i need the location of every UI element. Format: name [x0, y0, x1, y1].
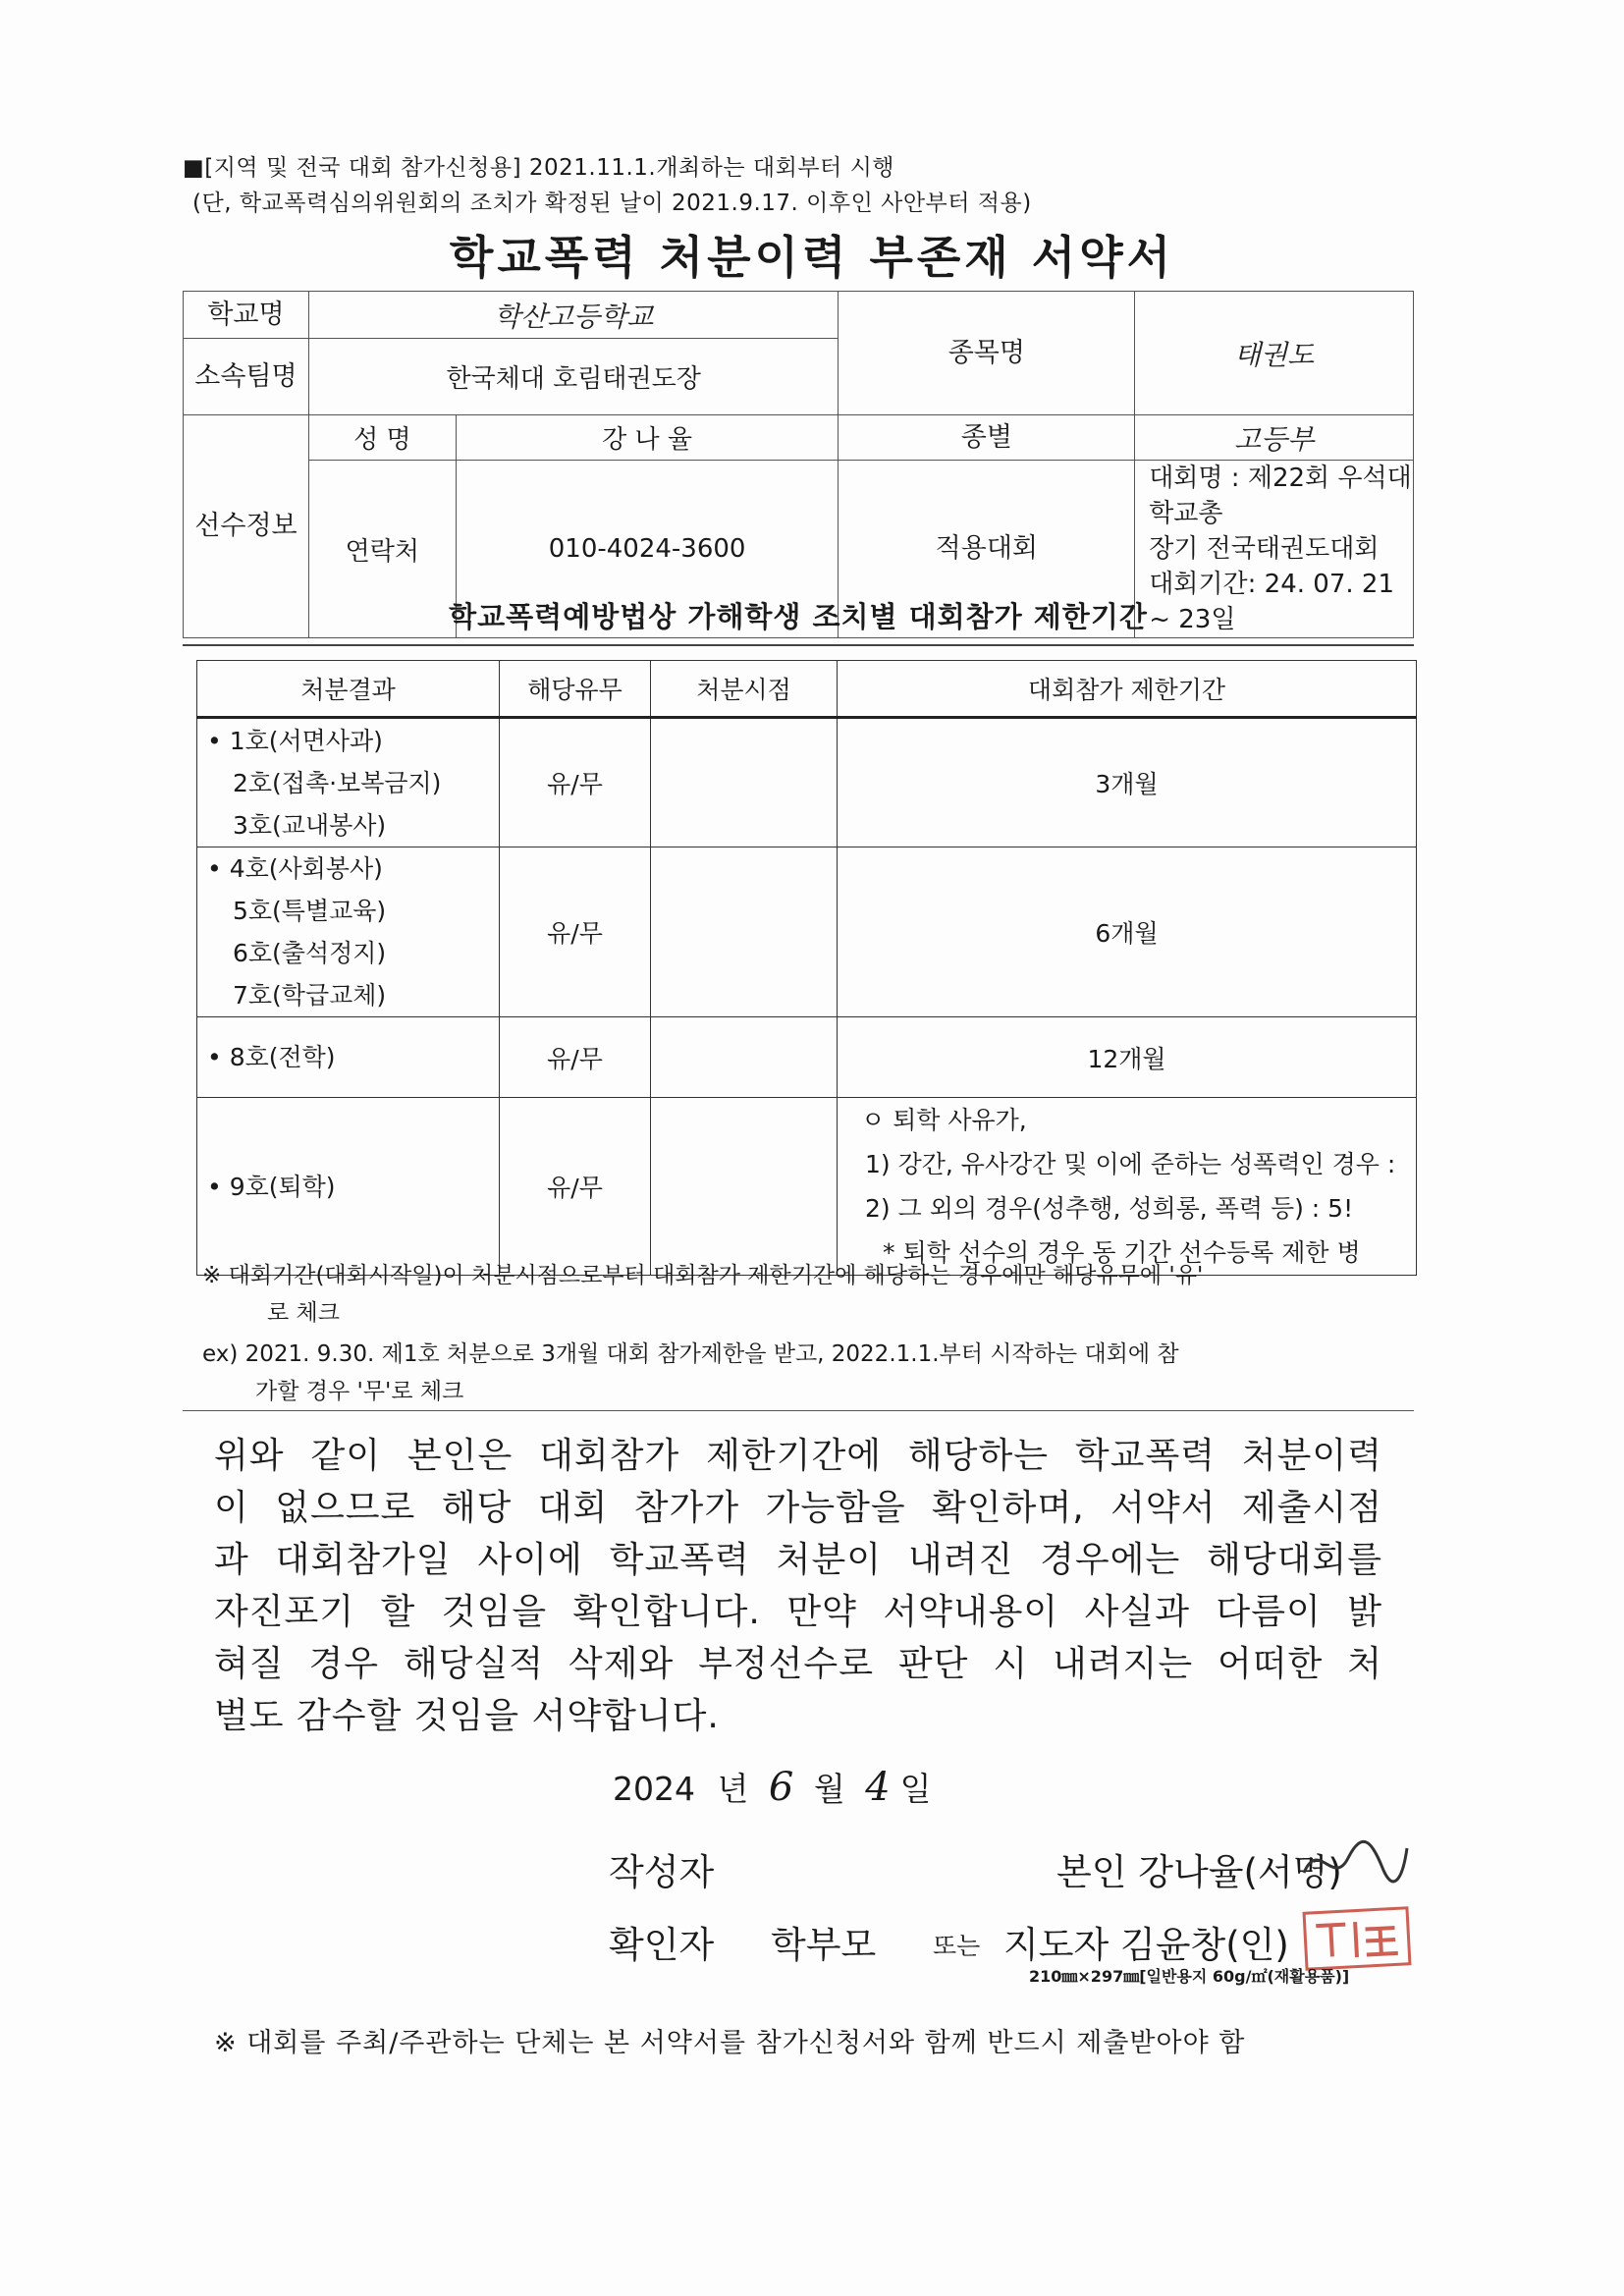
category-item: 6호(출석정지): [233, 939, 387, 967]
parent-label: 학부모: [771, 1924, 877, 1966]
date-cell: [651, 1017, 838, 1098]
date-cell: [651, 1098, 838, 1276]
note-example: ex) 2021. 9.30. 제1호 처분으로 3개월 대회 참가제한을 받고, 2022.1.1.부터 시작하는 대회에 참: [202, 1341, 1179, 1367]
competition-line-3: 대회기간: 24. 07. 21 ~ 23일: [1149, 570, 1394, 634]
category-cell: [197, 847, 500, 1017]
note-line: ㅇ 퇴학 사유가,: [861, 1106, 1027, 1134]
date-cell: [651, 847, 838, 1017]
col-header-date: 처분시점: [651, 661, 838, 718]
footer-note: ※ 대회를 주최/주관하는 단체는 본 서약서를 참가신청서와 함께 반드시 제출받아야 함: [214, 2028, 1246, 2058]
pledge-line: 벌도 감수할 것임을 서약합니다.: [214, 1696, 720, 1736]
contact-value: 010-4024-3600: [456, 461, 839, 638]
school-label: 학교명: [184, 292, 309, 339]
category-item: 3호(교내봉사): [233, 810, 387, 840]
category-cell: • 9호(퇴학): [197, 1098, 500, 1276]
table-row: [197, 1098, 1417, 1276]
confirmer-label: 확인자: [609, 1924, 715, 1966]
divider: [183, 1410, 1414, 1411]
pledge-line: 위와 같이 본인은 대회참가 제한기간에 해당하는 학교폭력 처분이력: [214, 1436, 1382, 1476]
name-value: 강 나 율: [456, 415, 839, 461]
category-item: 7호(학급교체): [233, 981, 387, 1010]
header-line-2: (단, 학교폭력심의위원회의 조치가 확정된 날이 2021.9.17. 이후인 사안부터 적용): [192, 191, 1032, 216]
note-line: * 퇴학 선수의 경우 동 기간 선수등록 제한 병: [883, 1238, 1361, 1267]
division-value: 고등부: [1135, 415, 1414, 461]
period-cell: 3개월: [838, 718, 1417, 847]
signing-date: [613, 1764, 932, 1810]
applicable-cell: 유/무: [500, 847, 651, 1017]
category-item: 2호(접촉·보복금지): [233, 768, 442, 797]
applicable-cell: 유/무: [500, 1017, 651, 1098]
col-header-applicable: 해당유무: [500, 661, 651, 718]
pledge-line: 이 없으므로 해당 대회 참가가 가능함을 확인하며, 서약서 제출시점: [214, 1488, 1382, 1528]
applicable-cell: 유/무: [500, 718, 651, 847]
athlete-label: 선수정보: [184, 415, 309, 638]
competition-line-1: 대회명 : 제22회 우석대학교총: [1149, 464, 1412, 528]
note-1-cont: 로 체크: [267, 1300, 340, 1326]
category-cell: [197, 718, 500, 847]
expulsion-notes: [838, 1098, 1417, 1276]
pledge-line: 자진포기 할 것임을 확인합니다. 만약 서약내용이 사실과 다름이 밝: [214, 1592, 1382, 1632]
writer-label: 작성자: [609, 1851, 715, 1893]
paper-spec: 210㎜×297㎜[일반용지 60g/㎡(재활용품)]: [1029, 1967, 1350, 1986]
col-header-period: 대회참가 제한기간: [838, 661, 1417, 718]
col-header-result: 처분결과: [197, 661, 500, 718]
restriction-table: [196, 660, 1417, 1276]
period-cell: 12개월: [838, 1017, 1417, 1098]
coach-value: 지도자 김윤창(인): [1003, 1924, 1289, 1966]
note-line: 1) 강간, 유사강간 및 이에 준하는 성폭력인 경우 :: [865, 1150, 1396, 1178]
table-row: [197, 847, 1417, 1017]
writer-value: 본인 강나율(서명): [1056, 1851, 1342, 1893]
applicable-cell: 유/무: [500, 1098, 651, 1276]
divider: [183, 644, 1414, 646]
header-line-1: ■[지역 및 전국 대회 참가신청용] 2021.11.1.개최하는 대회부터 시행: [183, 155, 895, 181]
pledge-line: 혀질 경우 해당실적 삭제와 부정선수로 판단 시 내려지는 어떠한 처: [214, 1644, 1382, 1684]
pledge-line: 과 대회참가일 사이에 학교폭력 처분이 내려진 경우에는 해당대회를: [214, 1540, 1382, 1580]
category-item: • 1호(서면사과): [207, 726, 383, 755]
table-row: [197, 718, 1417, 847]
team-label: 소속팀명: [184, 339, 309, 415]
school-value: 학산고등학교: [308, 292, 839, 339]
date-cell: [651, 718, 838, 847]
table-header-row: [197, 661, 1417, 718]
section-subtitle: 학교폭력예방법상 가해학생 조치별 대회참가 제한기간: [449, 600, 1148, 633]
period-cell: 6개월: [838, 847, 1417, 1017]
seal-icon: [1306, 1909, 1409, 1967]
info-table: [183, 291, 1414, 638]
name-label: 성 명: [308, 415, 456, 461]
note-line: 2) 그 외의 경우(성추행, 성희롱, 폭력 등) : 5!: [865, 1194, 1354, 1223]
date-year: 2024: [613, 1770, 695, 1808]
signature-scribble: [1294, 1829, 1412, 1897]
date-year-label: 년: [717, 1770, 749, 1808]
applied-label: 적용대회: [839, 461, 1135, 638]
page-title: 학교폭력 처분이력 부존재 서약서: [449, 231, 1175, 284]
event-value: 태권도: [1135, 292, 1414, 415]
seal-stamp: [1303, 1906, 1412, 1971]
category-cell: • 8호(전학): [197, 1017, 500, 1098]
date-month: 6: [768, 1765, 794, 1810]
note-example-cont: 가할 경우 '무'로 체크: [255, 1379, 464, 1404]
note-1: ※ 대회기간(대회시작일)이 처분시점으로부터 대회참가 제한기간에 해당하는 경우에만 해당유무에 '유': [202, 1263, 1204, 1288]
event-label: 종목명: [839, 292, 1135, 415]
pledge-paragraph: [214, 1430, 1382, 1742]
team-value: 한국체대 호림태권도장: [308, 339, 839, 415]
date-day: 4: [865, 1765, 891, 1810]
category-item: • 4호(사회봉사): [207, 854, 383, 883]
or-label: 또는: [933, 1932, 981, 1960]
division-label: 종별: [839, 415, 1135, 461]
category-item: 5호(특별교육): [233, 897, 387, 925]
competition-line-2: 장기 전국태권도대회: [1149, 534, 1380, 564]
date-day-label: 일: [899, 1770, 932, 1808]
contact-label: 연락처: [308, 461, 456, 638]
table-row: [197, 1017, 1417, 1098]
date-month-label: 월: [813, 1770, 845, 1808]
